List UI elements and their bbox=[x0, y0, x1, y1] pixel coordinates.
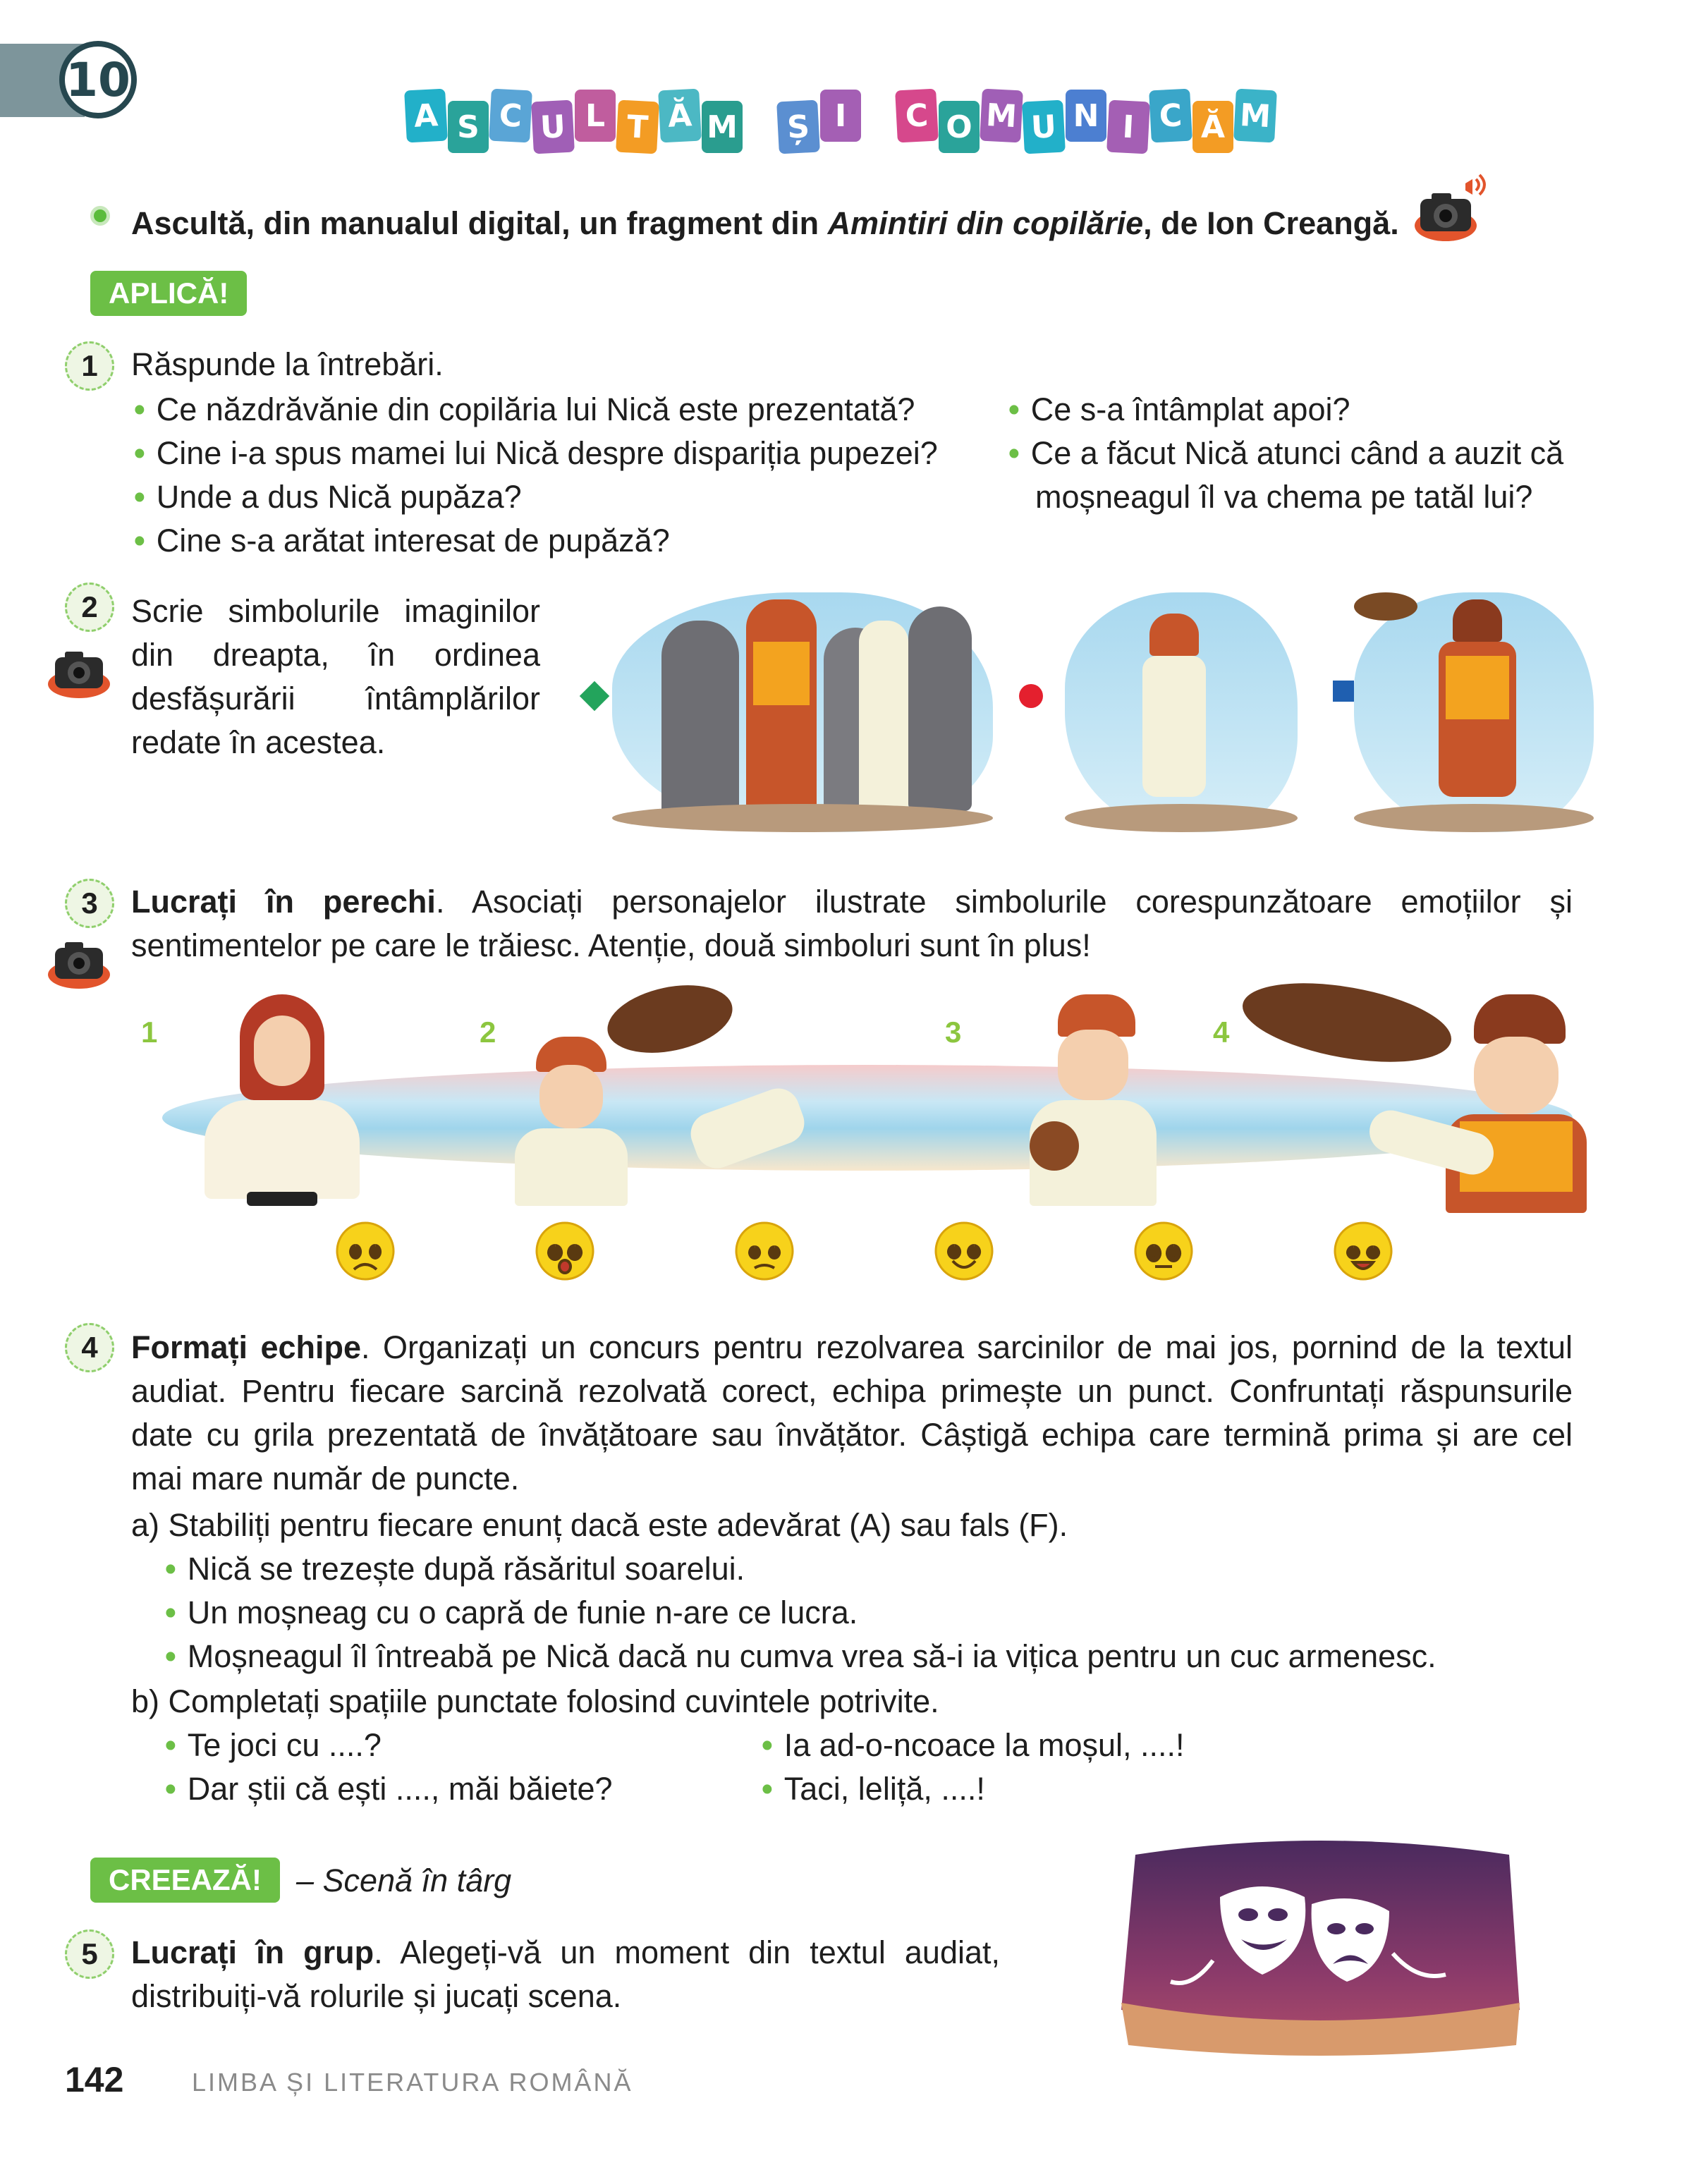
title-letter-tile: Ș bbox=[776, 100, 820, 154]
title-letter-tile: U bbox=[1022, 100, 1066, 154]
title-letter-tile: Ă bbox=[1192, 101, 1233, 153]
list-item: • Dar știi că ești ...., măi băiete? bbox=[165, 1771, 613, 1807]
list-item: • Ce năzdrăvănie din copilăria lui Nică este prezentată? bbox=[134, 391, 915, 427]
section-title bbox=[405, 78, 1277, 162]
emoji-happy-icon[interactable] bbox=[933, 1220, 995, 1282]
exercise-4-part-b: b) Completați spațiile punctate folosind cuvintele potrivite. bbox=[131, 1683, 939, 1719]
list-item-continuation: moșneagul îl va chema pe tatăl lui? bbox=[1035, 479, 1533, 515]
list-item: • Ia ad-o-ncoace la moșul, ....! bbox=[762, 1727, 1185, 1763]
scene-old-man-bird-image bbox=[1354, 592, 1594, 832]
exercise-4-part-a: a) Stabiliți pentru fiecare enunț dacă este adevărat (A) sau fals (F). • Nică se trezește după răsăritul soarelui. • Un moșneag cu o capră de funie n-are ce lucra. • Moșneagul îl întreabă pe Nică dacă nu cumva vrea să-i ia vițica pentru un cuc armenesc. bbox=[131, 1504, 1436, 1678]
exercise-1-number: 1 bbox=[65, 341, 114, 391]
green-dot-icon bbox=[90, 206, 110, 226]
intro-bullet bbox=[90, 206, 110, 229]
character-mother-image bbox=[205, 994, 360, 1206]
exercise-1-right-list bbox=[1008, 388, 1563, 519]
list-item: • Ce a făcut Nică atunci când a auzit că bbox=[1008, 435, 1564, 471]
camera-icon[interactable] bbox=[47, 932, 111, 990]
list-item: • Cine s-a arătat interesat de pupăză? bbox=[134, 523, 670, 559]
scene-crowd-image bbox=[612, 592, 993, 832]
title-letter-tile: C bbox=[895, 89, 939, 143]
scene-boy-running-image bbox=[1065, 592, 1298, 832]
exercise-3-text: Lucrați în perechi. Asociați personajelor ilustrate simbolurile corespunzătoare emoțiilor și sentimentelor pe care le trăiesc. Atenție, două simboluri sunt în plus! bbox=[131, 884, 1573, 963]
title-letter-tile: M bbox=[980, 89, 1023, 143]
title-letter-tile: I bbox=[820, 90, 861, 142]
unit-number: 10 bbox=[66, 52, 130, 107]
unit-number-badge bbox=[59, 41, 137, 118]
create-subtitle: – Scenă în târg bbox=[296, 1862, 512, 1898]
list-item: • Ce s-a întâmplat apoi? bbox=[1008, 391, 1350, 427]
exercise-1-title: Răspunde la întrebări. bbox=[131, 346, 444, 382]
title-letter-tile: L bbox=[575, 90, 616, 142]
intro-text: Ascultă, din manualul digital, un fragment din Amintiri din copilărie, de Ion Creangă. bbox=[131, 205, 1399, 241]
character-label: 1 bbox=[141, 1016, 158, 1049]
title-letter-tile: Ă bbox=[658, 89, 702, 143]
book-title: Amintiri din copilărie bbox=[827, 205, 1144, 241]
emoji-angry-icon[interactable] bbox=[1332, 1220, 1394, 1282]
exercise-4-b-right bbox=[762, 1724, 1185, 1811]
character-label: 2 bbox=[480, 1016, 496, 1049]
exercise-4-text: Formați echipe. Organizați un concurs pentru rezolvarea sarcinilor de mai jos, pornind de la textul audiat. Pentru fiecare sarcină rezolvată corect, echipa primește un punct. Confruntați răspunsurile date cu grila prezentată de învățătoare sau învățător. Câștigă echipa care termină prima și are cel mai mare număr de puncte. bbox=[131, 1329, 1573, 1496]
list-item: • Unde a dus Nică pupăza? bbox=[134, 479, 522, 515]
audio-camera-icon[interactable] bbox=[1410, 169, 1488, 247]
list-item: • Moșneagul îl întreabă pe Nică dacă nu cumva vrea să-i ia vițica pentru un cuc armenesc. bbox=[165, 1638, 1436, 1674]
list-item: • Nică se trezește după răsăritul soarelui. bbox=[165, 1551, 745, 1587]
apply-badge: APLICĂ! bbox=[90, 271, 247, 316]
exercise-2-text: Scrie simbolurile imaginilor din dreapta, în ordinea desfășurării întâmplărilor redate în acestea. bbox=[131, 593, 540, 760]
title-letter-tile: A bbox=[404, 89, 448, 143]
theatre-masks-image bbox=[1114, 1834, 1523, 2059]
exercise-2-scenes bbox=[578, 578, 1594, 846]
character-label: 3 bbox=[945, 1016, 962, 1049]
book-title-footer: LIMBA ȘI LITERATURA ROMÂNĂ bbox=[192, 2068, 633, 2097]
title-letter-tile: C bbox=[489, 89, 532, 143]
character-boy-sad-image bbox=[508, 1037, 635, 1206]
list-item: • Cine i-a spus mamei lui Nică despre dispariția pupezei? bbox=[134, 435, 938, 471]
emoji-scared-icon[interactable] bbox=[1133, 1220, 1195, 1282]
title-letter-tile: C bbox=[1149, 89, 1192, 143]
title-letter-tile: N bbox=[1066, 90, 1106, 142]
title-letter-tile: I bbox=[1106, 100, 1150, 154]
exercise-1-left-list bbox=[134, 388, 938, 563]
camera-icon[interactable] bbox=[47, 642, 111, 700]
exercise-5-text: Lucrați în grup. Alegeți-vă un moment din textul audiat, distribuiți-vă rolurile și jucați scena. bbox=[131, 1934, 1001, 2014]
exercise-4-number: 4 bbox=[65, 1323, 114, 1372]
exercise-2-number: 2 bbox=[65, 583, 114, 632]
exercise-3-number: 3 bbox=[65, 879, 114, 928]
emoji-sad-icon[interactable] bbox=[334, 1220, 396, 1282]
character-boy-happy-image bbox=[1001, 994, 1171, 1206]
list-item: • Te joci cu ....? bbox=[165, 1727, 382, 1763]
title-letter-tile: S bbox=[448, 101, 489, 153]
exercise-3-illustration bbox=[141, 987, 1580, 1220]
title-letter-tile: T bbox=[616, 100, 659, 154]
create-badge: CREEAZĂ! bbox=[90, 1858, 280, 1903]
title-letter-tile: O bbox=[939, 101, 980, 153]
emoji-surprised-icon[interactable] bbox=[534, 1220, 596, 1282]
diamond-symbol bbox=[580, 681, 609, 711]
character-label: 4 bbox=[1213, 1016, 1230, 1049]
title-letter-tile: M bbox=[1233, 89, 1277, 143]
list-item: • Taci, leliță, ....! bbox=[762, 1771, 985, 1807]
circle-symbol bbox=[1019, 684, 1043, 708]
emotion-symbols bbox=[334, 1220, 1434, 1291]
exercise-5-number: 5 bbox=[65, 1929, 114, 1979]
square-symbol bbox=[1333, 681, 1354, 702]
character-old-man-image bbox=[1368, 994, 1587, 1213]
list-item: • Un moșneag cu o capră de funie n-are ce lucra. bbox=[165, 1594, 858, 1630]
page-number: 142 bbox=[65, 2060, 124, 2099]
emoji-worried-icon[interactable] bbox=[733, 1220, 795, 1282]
title-letter-tile: M bbox=[702, 101, 743, 153]
title-letter-tile: U bbox=[531, 100, 575, 154]
exercise-4-b-left bbox=[165, 1724, 613, 1811]
